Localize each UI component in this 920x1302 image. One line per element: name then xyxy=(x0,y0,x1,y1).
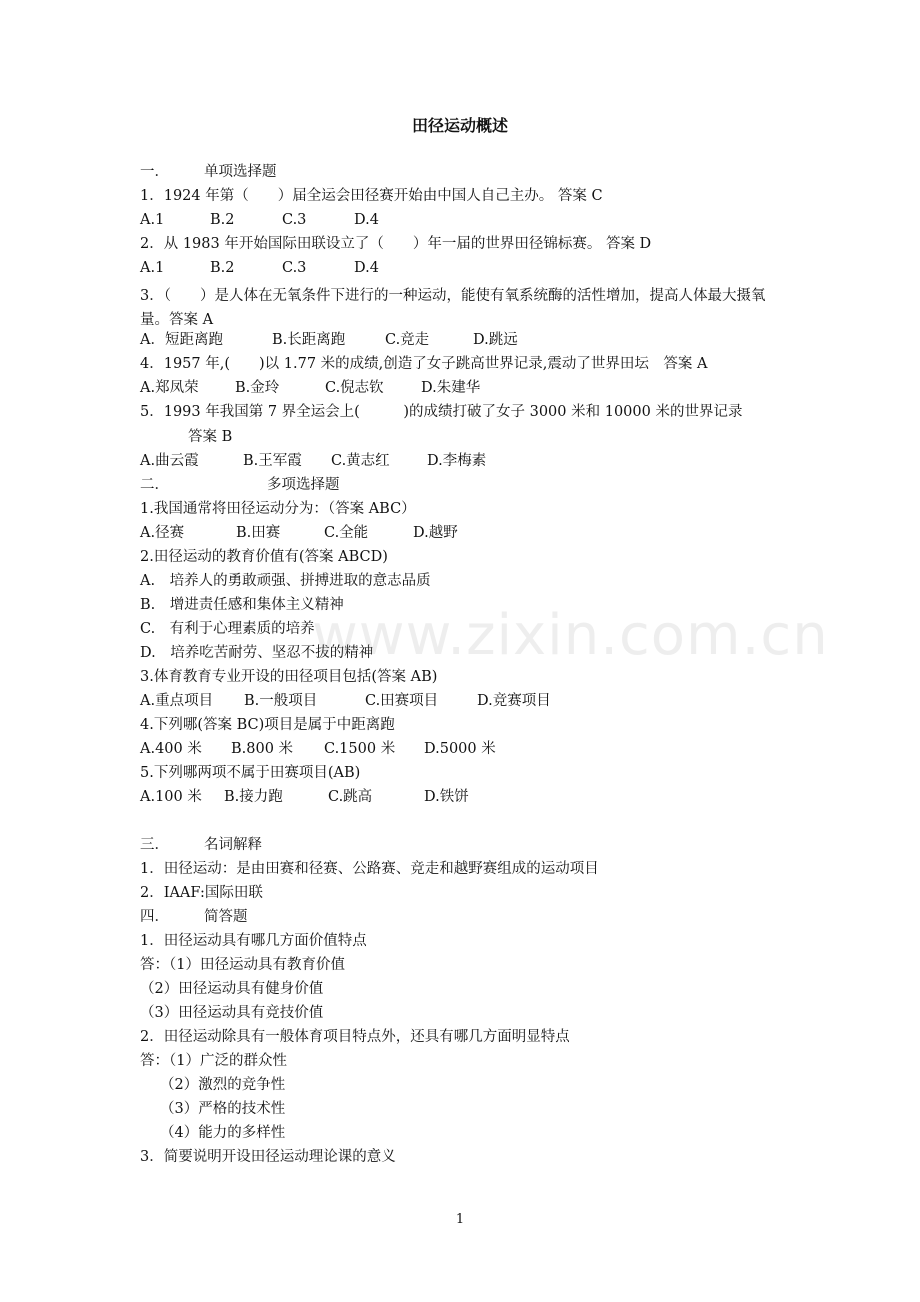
option-d: D. 培养吃苦耐劳、坚忍不拔的精神 xyxy=(140,645,374,661)
option-c: C.黄志红 xyxy=(331,453,390,469)
options-row xyxy=(140,692,790,710)
section-number: 三． xyxy=(140,837,169,853)
options-row xyxy=(140,331,790,349)
section-heading-term-definitions xyxy=(140,836,790,854)
option-b: B.长距离跑 xyxy=(272,332,346,348)
section-heading-short-answer xyxy=(140,908,790,926)
option-d: D.铁饼 xyxy=(424,789,469,805)
options-row xyxy=(140,740,790,758)
document-title: 田径运动概述 xyxy=(411,116,508,135)
question-text: 5.下列哪两项不属于田赛项目(AB) xyxy=(140,765,361,781)
option-b: B.金玲 xyxy=(235,380,280,396)
options-row xyxy=(140,788,790,806)
option-b: B.接力跑 xyxy=(224,789,283,805)
option-d: D.朱建华 xyxy=(421,380,481,396)
option-b: B.2 xyxy=(210,212,235,228)
option-a: A.曲云霞 xyxy=(140,453,199,469)
option-c: C.3 xyxy=(282,212,307,228)
option-d: D.李梅素 xyxy=(427,453,487,469)
section-number: 一． xyxy=(140,164,169,180)
options-row xyxy=(140,524,790,542)
options-row xyxy=(140,211,790,229)
option-c: C.田赛项目 xyxy=(365,693,439,709)
option-b: B.田赛 xyxy=(236,525,281,541)
option-a: A.100 米 xyxy=(140,789,202,805)
section-number: 二． xyxy=(140,477,169,493)
watermark: www.zixin.com.cn xyxy=(312,603,829,668)
term-item: 1．田径运动：是由田赛和径赛、公路赛、竞走和越野赛组成的运动项目 xyxy=(140,861,599,877)
options-row xyxy=(140,379,790,397)
question-text: 5．1993 年我国第 7 界全运会上( )的成绩打破了女子 3000 米和 10000 米的世界记录 xyxy=(140,404,743,420)
question-text: 3．（ ）是人体在无氧条件下进行的一种运动，能使有氧系统酶的活性增加，提高人体最大摄氧量。答案 A xyxy=(140,288,766,328)
page-number: 1 xyxy=(455,1212,465,1227)
answer-line: （3）田径运动具有竞技价值 xyxy=(140,1005,324,1021)
option-b: B. 增进责任感和集体主义精神 xyxy=(140,597,344,613)
question-text: 4．1957 年,( )以 1.77 米的成绩,创造了女子跳高世界记录,震动了世界田坛 答案 A xyxy=(140,356,708,372)
option-a: A. 培养人的勇敢顽强、拼搏进取的意志品质 xyxy=(140,573,431,589)
question-text: 2．从 1983 年开始国际田联设立了（ ）年一届的世界田径锦标赛。 答案 D xyxy=(140,236,652,252)
answer-line: （3）严格的技术性 xyxy=(160,1101,286,1117)
option-c: C.跳高 xyxy=(328,789,373,805)
option-d: D.4 xyxy=(354,260,379,276)
option-c: C.3 xyxy=(282,260,307,276)
option-c: C.倪志钦 xyxy=(325,380,384,396)
option-b: B.王军霞 xyxy=(243,453,302,469)
section-label: 多项选择题 xyxy=(267,477,340,493)
option-c: C.全能 xyxy=(324,525,369,541)
answer-text: 答案 B xyxy=(188,429,233,445)
answer-line: （2）激烈的竞争性 xyxy=(160,1077,286,1093)
options-row xyxy=(140,259,790,277)
option-c: C.1500 米 xyxy=(324,741,396,757)
section-label: 名词解释 xyxy=(204,837,262,853)
answer-line: （4）能力的多样性 xyxy=(160,1125,286,1141)
option-a: A.重点项目 xyxy=(140,693,214,709)
question-text: 4.下列哪(答案 BC)项目是属于中距离跑 xyxy=(140,717,395,733)
question-text: 2．田径运动除具有一般体育项目特点外，还具有哪几方面明显特点 xyxy=(140,1029,570,1045)
question-text: 3.体育教育专业开设的田径项目包括(答案 AB) xyxy=(140,669,438,685)
question-text: 2.田径运动的教育价值有(答案 ABCD) xyxy=(140,549,388,565)
option-d: D.越野 xyxy=(413,525,458,541)
option-b: B.800 米 xyxy=(231,741,294,757)
term-item: 2．IAAF:国际田联 xyxy=(140,885,263,901)
option-c: C. 有利于心理素质的培养 xyxy=(140,621,315,637)
option-a: A．短距离跑 xyxy=(140,332,223,348)
option-a: A.1 xyxy=(140,260,165,276)
answer-line: （2）田径运动具有健身价值 xyxy=(140,981,324,997)
option-d: D.4 xyxy=(354,212,379,228)
option-b: B.一般项目 xyxy=(244,693,318,709)
option-b: B.2 xyxy=(210,260,235,276)
option-c: C.竞走 xyxy=(385,332,430,348)
option-d: D.竞赛项目 xyxy=(477,693,551,709)
answer-line: 答：（1）广泛的群众性 xyxy=(140,1053,287,1069)
section-heading-single-choice xyxy=(140,163,790,181)
option-a: A.径赛 xyxy=(140,525,185,541)
option-a: A.郑凤荣 xyxy=(140,380,199,396)
question-text: 1.我国通常将田径运动分为：（答案 ABC） xyxy=(140,501,416,517)
option-d: D.跳远 xyxy=(473,332,518,348)
option-a: A.400 米 xyxy=(140,741,202,757)
answer-line: 答：（1）田径运动具有教育价值 xyxy=(140,957,345,973)
question-text: 3．简要说明开设田径运动理论课的意义 xyxy=(140,1149,396,1165)
section-label: 简答题 xyxy=(204,909,248,925)
section-label: 单项选择题 xyxy=(204,164,277,180)
options-row xyxy=(140,452,790,470)
section-heading-multiple-choice xyxy=(140,476,790,494)
option-d: D.5000 米 xyxy=(424,741,496,757)
question-text: 1．田径运动具有哪几方面价值特点 xyxy=(140,933,367,949)
question-text: 1．1924 年第（ ）届全运会田径赛开始由中国人自己主办。 答案 C xyxy=(140,188,603,204)
option-a: A.1 xyxy=(140,212,165,228)
section-number: 四． xyxy=(140,909,169,925)
